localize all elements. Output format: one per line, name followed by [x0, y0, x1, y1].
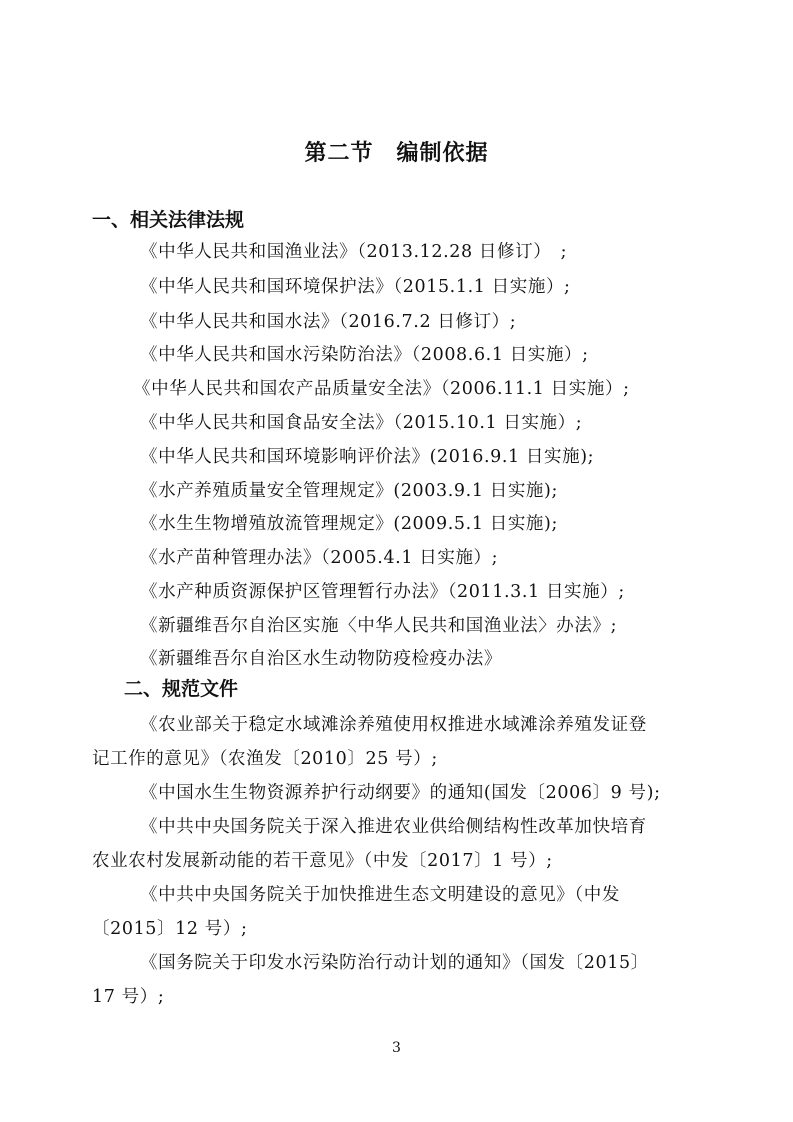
- section-heading-regulations: 二、规范文件: [124, 678, 239, 700]
- section-heading-laws: 一、相关法律法规: [92, 209, 245, 231]
- regulation-line: 《农业部关于稳定水域滩涂养殖使用权推进水域滩涂养殖发证登: [140, 715, 647, 735]
- regulation-line: 〔2015〕12 号）;: [92, 919, 248, 939]
- law-item: 《中华人民共和国水法》（2016.7.2 日修订）;: [140, 312, 517, 332]
- regulation-line: 《中共中央国务院关于加快推进生态文明建设的意见》（中发: [140, 885, 620, 905]
- law-item: 《中华人民共和国环境保护法》（2015.1.1 日实施）;: [140, 277, 571, 297]
- law-item: 《中华人民共和国水污染防治法》（2008.6.1 日实施）;: [140, 345, 589, 365]
- law-item: 《水产苗种管理办法》（2005.4.1 日实施）;: [140, 548, 499, 568]
- law-item: 《中华人民共和国环境影响评价法》(2016.9.1 日实施);: [140, 447, 595, 467]
- law-item: 《中华人民共和国渔业法》（2013.12.28 日修订） ;: [140, 242, 568, 262]
- law-item: 《水产养殖质量安全管理规定》(2003.9.1 日实施);: [140, 481, 558, 501]
- regulation-line: 农业农村发展新动能的若干意见》（中发〔2017〕1 号）;: [92, 851, 553, 871]
- regulation-line: 《中国水生生物资源养护行动纲要》的通知(国发〔2006〕9 号);: [140, 783, 661, 803]
- law-item: 《水生生物增殖放流管理规定》(2009.5.1 日实施);: [140, 514, 558, 534]
- page-title: 第二节 编制依据: [304, 140, 489, 166]
- law-item: 《中华人民共和国农产品质量安全法》（2006.11.1 日实施）;: [133, 379, 630, 399]
- law-item: 《新疆维吾尔自治区实施〈中华人民共和国渔业法〉办法》;: [140, 616, 618, 636]
- page-number: 3: [392, 1040, 401, 1056]
- regulation-line: 《中共中央国务院关于深入推进农业供给侧结构性改革加快培育: [140, 817, 647, 837]
- law-item: 《新疆维吾尔自治区水生动物防疫检疫办法》: [140, 649, 502, 669]
- law-item: 《水产种质资源保护区管理暂行办法》（2011.3.1 日实施）;: [140, 582, 625, 602]
- regulation-line: 17 号）;: [92, 987, 165, 1007]
- regulation-line: 记工作的意见》（农渔发〔2010〕25 号）;: [92, 749, 438, 769]
- law-item: 《中华人民共和国食品安全法》（2015.10.1 日实施）;: [140, 413, 583, 433]
- regulation-line: 《国务院关于印发水污染防治行动计划的通知》（国发〔2015〕: [140, 953, 649, 973]
